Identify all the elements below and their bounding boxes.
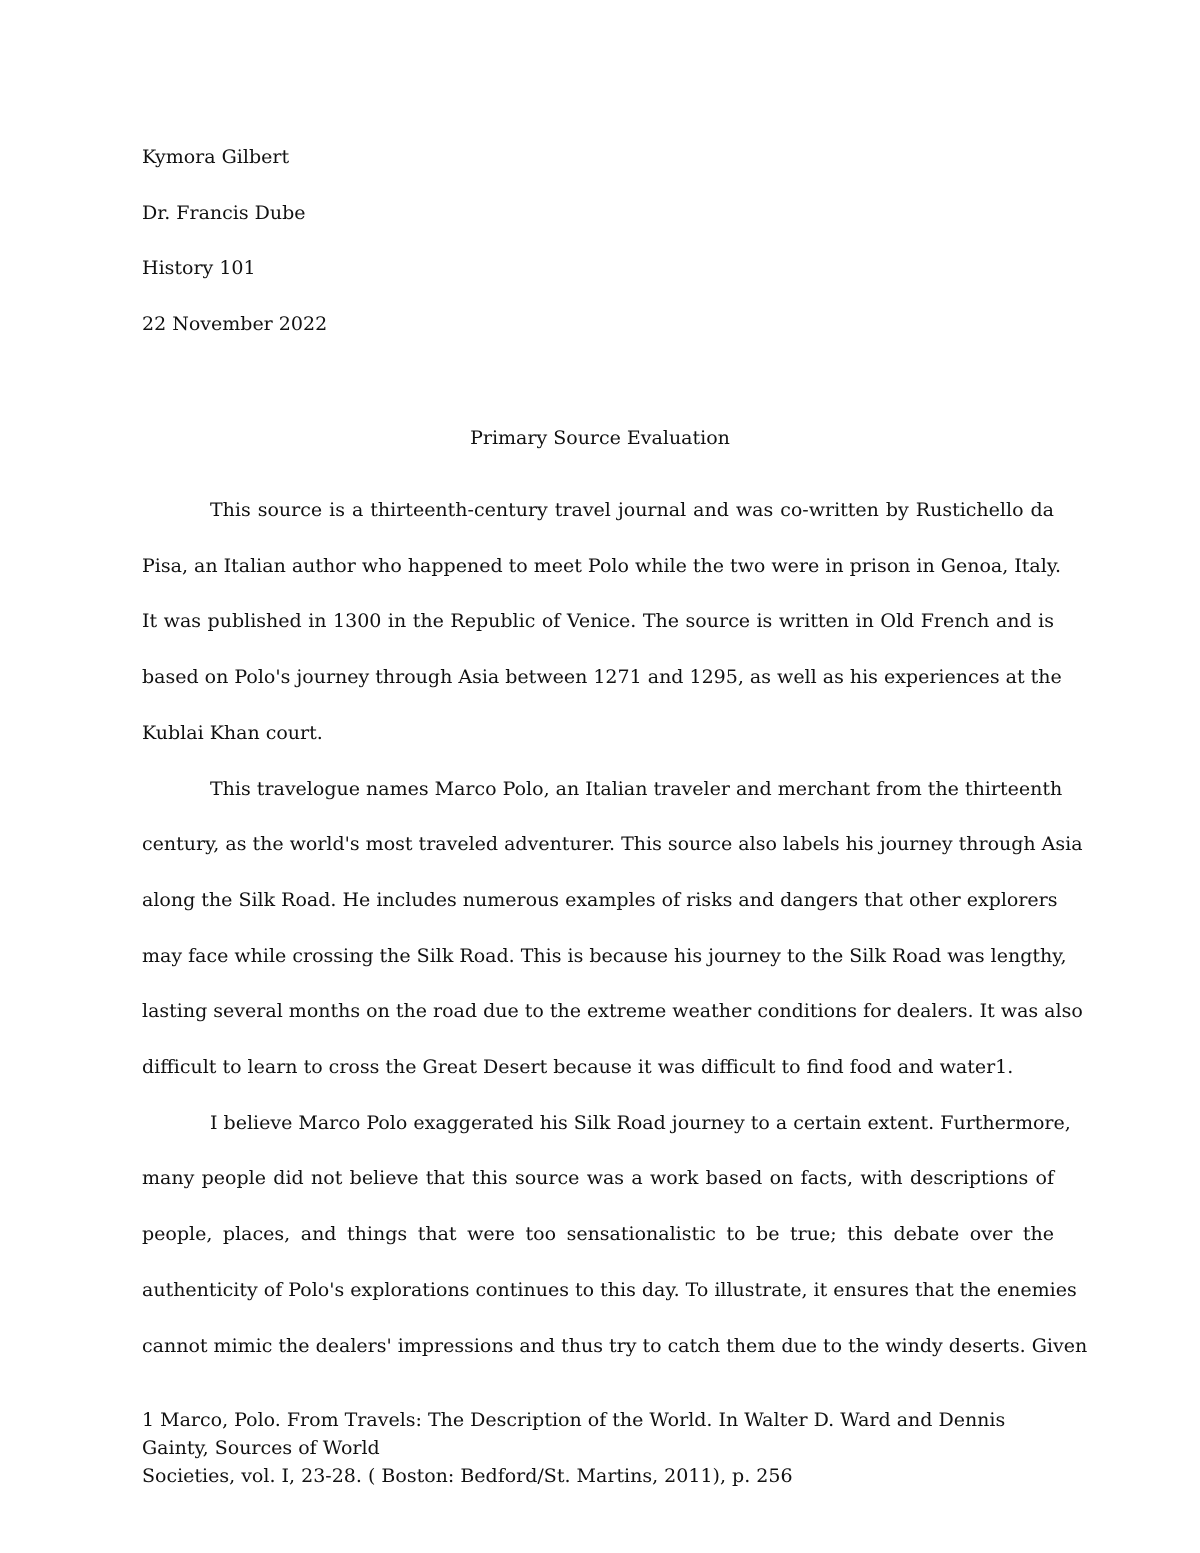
paragraph-1 xyxy=(142,483,1062,762)
footnote-line: Gainty, Sources of World xyxy=(142,1437,380,1459)
course-name: History 101 xyxy=(142,257,256,279)
paragraph-line: may face while crossing the Silk Road. This is because his journey to the Silk Road was lengthy, xyxy=(142,944,1067,967)
paragraph-line: This source is a thirteenth-century travel journal and was co-written by Rustichello da xyxy=(210,499,1054,521)
paragraph-line: difficult to learn to cross the Great Desert because it was difficult to find food and water1. xyxy=(142,1056,1014,1079)
footnote xyxy=(142,1406,1042,1490)
paragraph-3 xyxy=(142,1096,1088,1375)
document-body xyxy=(142,483,1088,1374)
footnote-line: 1 Marco, Polo. From Travels: The Description of the World. In Walter D. Ward and Dennis xyxy=(142,1409,1006,1431)
paragraph-line: lasting several months on the road due to the extreme weather conditions for dealers. It was also xyxy=(142,1000,1083,1023)
paragraph-line: people, places, and things that were too sensationalistic to be true; this debate over the xyxy=(142,1223,1054,1246)
paragraph-line: cannot mimic the dealers' impressions and thus try to catch them due to the windy deserts. Given xyxy=(142,1334,1088,1357)
paragraph-line: This travelogue names Marco Polo, an Italian traveler and merchant from the thirteenth xyxy=(210,777,1063,800)
paragraph-line: Pisa, an Italian author who happened to meet Polo while the two were in prison in Genoa, Italy. xyxy=(142,554,1062,577)
paragraph-line: Kublai Khan court. xyxy=(142,721,323,744)
paragraph-line: authenticity of Polo's explorations continues to this day. To illustrate, it ensures that the enemies xyxy=(142,1278,1077,1301)
document-title: Primary Source Evaluation xyxy=(470,427,730,449)
paragraph-line: It was published in 1300 in the Republic of Venice. The source is written in Old French and is xyxy=(142,610,1054,633)
paragraph-line: along the Silk Road. He includes numerous examples of risks and dangers that other explorers xyxy=(142,888,1058,911)
footnote-line: Societies, vol. I, 23-28. ( Boston: Bedford/St. Martins, 2011), p. 256 xyxy=(142,1465,793,1487)
paragraph-line: based on Polo's journey through Asia between 1271 and 1295, as well as his experiences at the xyxy=(142,666,1062,689)
paragraph-line: century, as the world's most traveled adventurer. This source also labels his journey through Asia xyxy=(142,833,1083,856)
paragraph-line: many people did not believe that this source was a work based on facts, with descriptions of xyxy=(142,1167,1054,1190)
instructor-name: Dr. Francis Dube xyxy=(142,202,306,224)
paragraph-2 xyxy=(142,762,1083,1096)
author-name: Kymora Gilbert xyxy=(142,146,290,168)
paragraph-line: I believe Marco Polo exaggerated his Silk Road journey to a certain extent. Furthermore, xyxy=(210,1111,1071,1134)
submission-date: 22 November 2022 xyxy=(142,313,328,335)
